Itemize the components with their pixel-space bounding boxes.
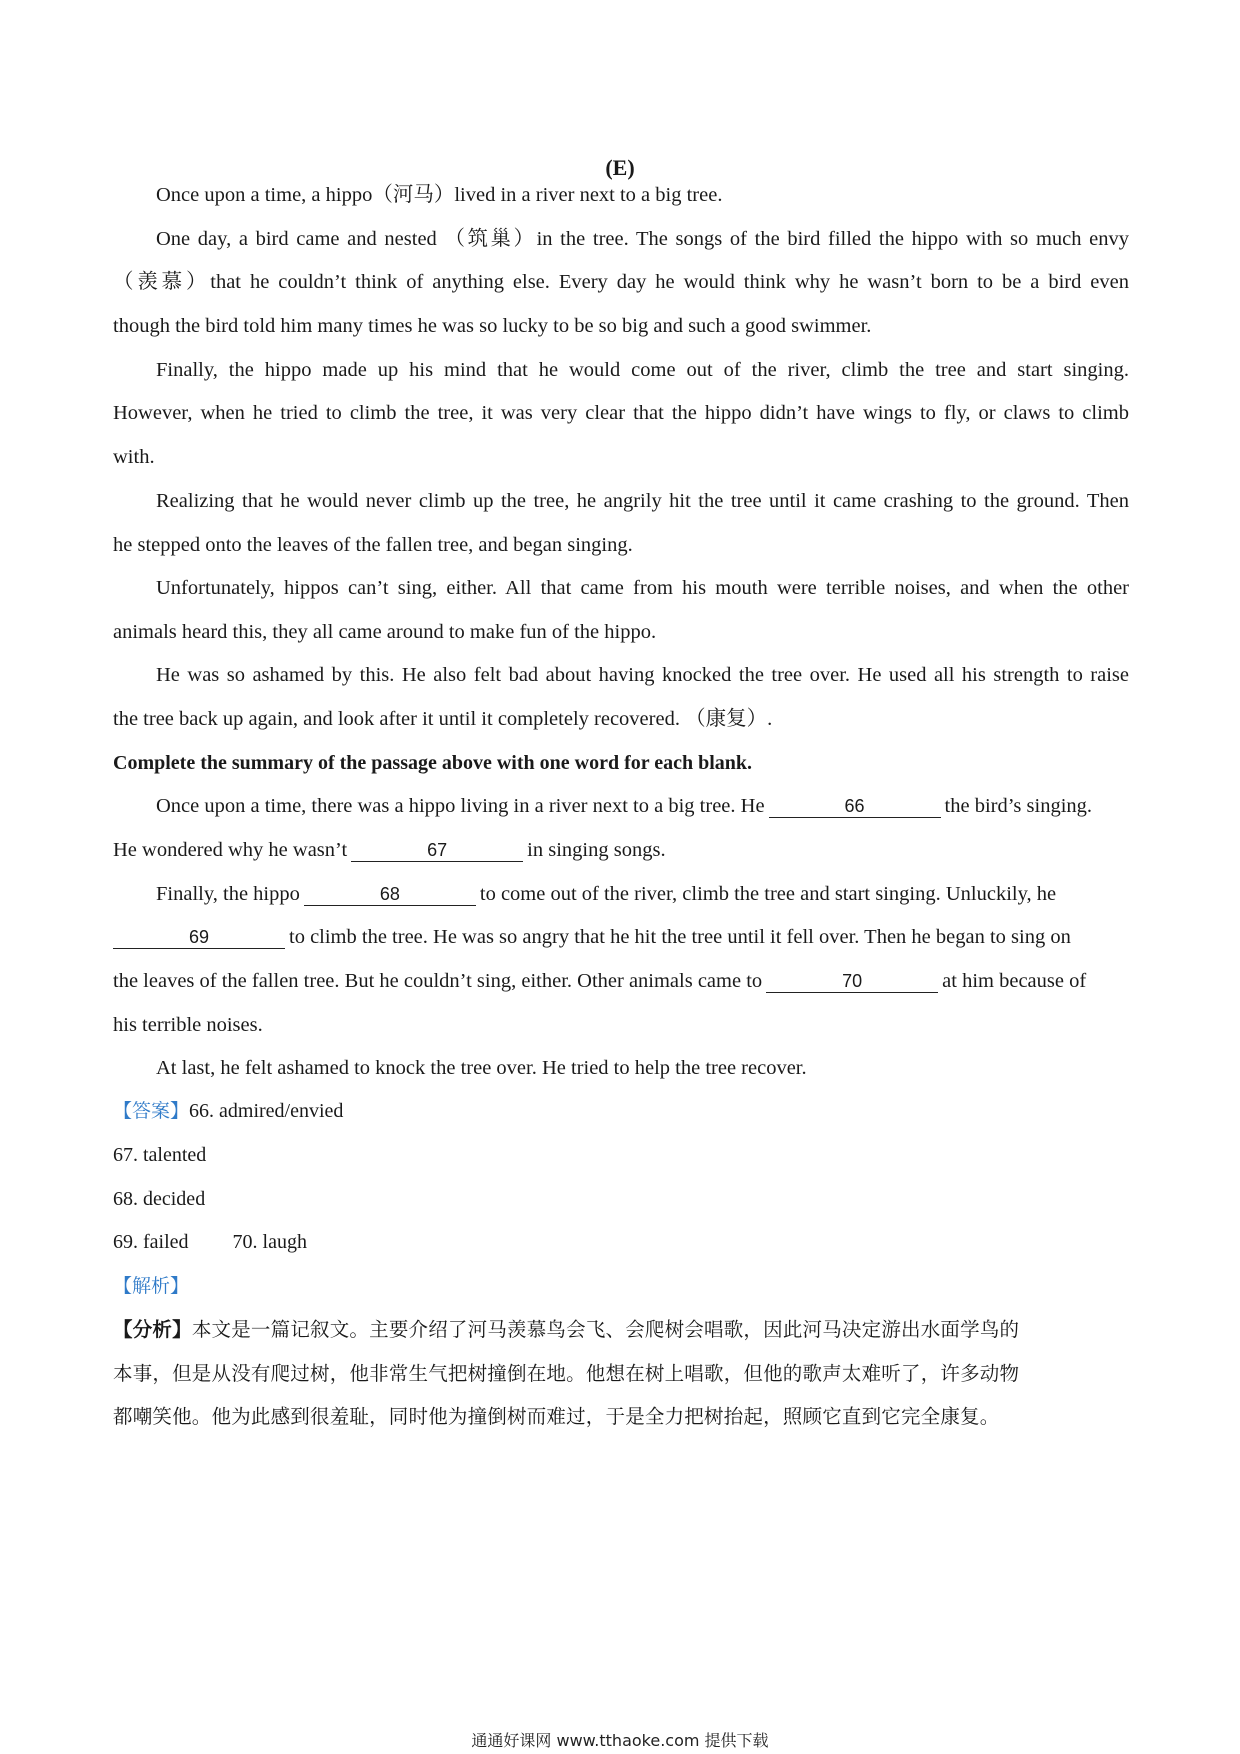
summary-text: He wondered why he wasn’t xyxy=(113,839,348,861)
summary-text: at him because of xyxy=(942,970,1087,992)
passage-line: Realizing that he would never climb up the tree, he angrily hit the tree until it came crashing to the ground. Then xyxy=(156,490,1129,512)
summary-text: Once upon a time, there was a hippo living in a river next to a big tree. He xyxy=(156,795,765,817)
summary-line xyxy=(113,836,1129,864)
blank-69[interactable]: 69 xyxy=(113,926,285,949)
answer-69: 69. failed xyxy=(113,1231,189,1253)
instruction: Complete the summary of the passage above with one word for each blank. xyxy=(113,752,753,774)
analysis-line: 都嘲笑他。他为此感到很羞耻，同时他为撞倒树而难过，于是全力把树抬起，照顾它直到它完全康复。 xyxy=(113,1405,1000,1428)
passage-line: though the bird told him many times he was so lucky to be so big and such a good swimmer. xyxy=(113,315,872,337)
answer-68: 68. decided xyxy=(113,1188,206,1210)
summary-line xyxy=(113,967,1129,995)
summary-text: the bird’s singing. xyxy=(944,795,1093,817)
passage-line: with. xyxy=(113,446,155,468)
summary-line: At last, he felt ashamed to knock the tree over. He tried to help the tree recover. xyxy=(156,1057,807,1079)
footer-credit: 通通好课网 www.tthaoke.com 提供下载 xyxy=(471,1731,769,1750)
summary-line xyxy=(156,880,1129,908)
blank-70[interactable]: 70 xyxy=(766,970,938,993)
answer-66: 66. admired/envied xyxy=(189,1100,344,1122)
blank-66[interactable]: 66 xyxy=(769,795,941,818)
passage-line: （羡慕）that he couldn’t think of anything else. Every day he would think why he wasn’t born to be a bird even xyxy=(113,271,1129,293)
passage-line: Finally, the hippo made up his mind that he would come out of the river, climb the tree and start singing. xyxy=(156,359,1129,381)
analysis-text: 本文是一篇记叙文。主要介绍了河马羡慕鸟会飞、会爬树会唱歌，因此河马决定游出水面学鸟的 xyxy=(191,1318,1020,1341)
summary-line xyxy=(113,923,1129,951)
answer-67: 67. talented xyxy=(113,1144,207,1166)
answer-70: 70. laugh xyxy=(232,1231,307,1253)
answer-tag: 【答案】 xyxy=(113,1100,190,1122)
passage-line: Once upon a time, a hippo（河马）lived in a river next to a big tree. xyxy=(156,184,723,206)
summary-text: in singing songs. xyxy=(527,839,666,861)
analysis-line: 本事，但是从没有爬过树，他非常生气把树撞倒在地。他想在树上唱歌，但他的歌声太难听了，许多动物 xyxy=(113,1362,1020,1385)
summary-line: his terrible noises. xyxy=(113,1014,263,1036)
passage-line: Unfortunately, hippos can’t sing, either. All that came from his mouth were terrible noises, and when the other xyxy=(156,577,1129,599)
analysis-subtag: 【分析】 xyxy=(113,1318,192,1341)
summary-text: Finally, the hippo xyxy=(156,883,300,905)
passage-line: animals heard this, they all came around to make fun of the hippo. xyxy=(113,621,657,643)
passage-line: He was so ashamed by this. He also felt bad about having knocked the tree over. He used all his strength to raise xyxy=(156,664,1129,686)
summary-line xyxy=(156,792,1129,820)
passage-line: he stepped onto the leaves of the fallen tree, and began singing. xyxy=(113,534,633,556)
blank-68[interactable]: 68 xyxy=(304,883,476,906)
passage-line: One day, a bird came and nested （筑巢）in the tree. The songs of the bird filled the hippo with so much envy xyxy=(156,228,1129,250)
analysis-tag: 【解析】 xyxy=(113,1275,190,1297)
summary-text: the leaves of the fallen tree. But he couldn’t sing, either. Other animals came to xyxy=(113,970,763,992)
section-title: (E) xyxy=(605,155,635,180)
summary-text: to climb the tree. He was so angry that he hit the tree until it fell over. Then he began to sing on xyxy=(289,926,1071,948)
analysis-line xyxy=(113,1316,1129,1344)
answer-line xyxy=(113,1097,343,1125)
passage-line: However, when he tried to climb the tree, it was very clear that the hippo didn’t have wings to fly, or claws to climb xyxy=(113,402,1129,424)
answer-line xyxy=(113,1228,307,1256)
passage-line: the tree back up again, and look after it until it completely recovered. （康复）. xyxy=(113,708,773,730)
summary-text: to come out of the river, climb the tree and start singing. Unluckily, he xyxy=(479,883,1057,905)
blank-67[interactable]: 67 xyxy=(351,839,523,862)
